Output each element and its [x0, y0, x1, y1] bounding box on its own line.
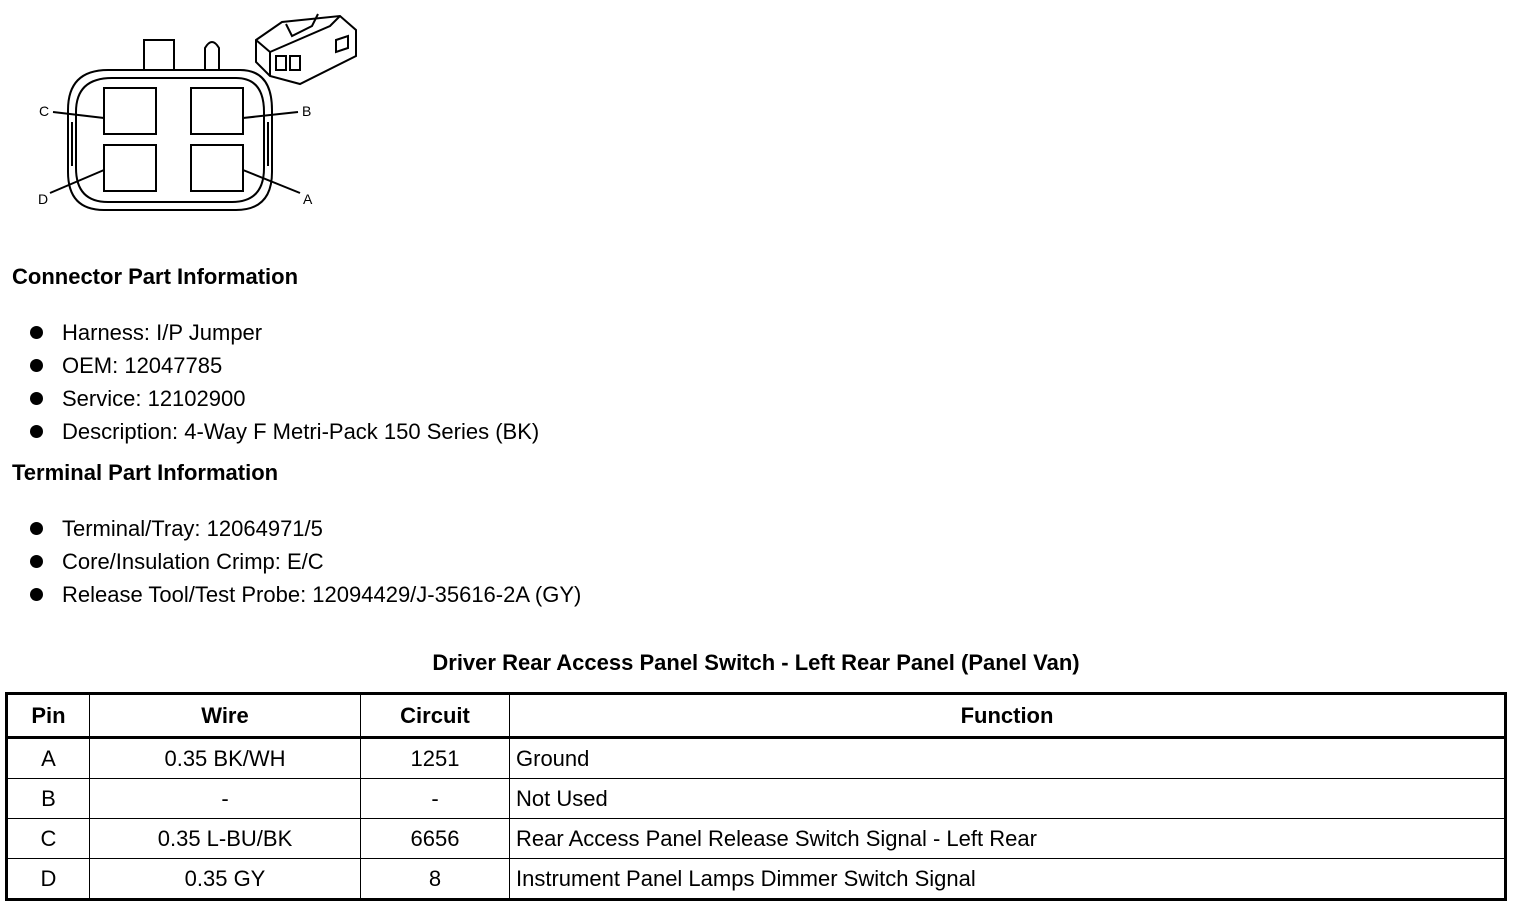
pinout-table: [5, 692, 1507, 901]
pin-label-d: D: [38, 191, 49, 207]
pin-label-c: C: [39, 103, 50, 119]
terminal-info-list: [0, 512, 581, 611]
cell-circuit: 8: [361, 859, 510, 900]
cell-wire: 0.35 GY: [90, 859, 361, 900]
list-item-text: Service: 12102900: [62, 386, 246, 411]
table-row: [7, 779, 1506, 819]
list-item-text: Harness: I/P Jumper: [62, 320, 263, 345]
cell-wire: -: [90, 779, 361, 819]
list-item: [0, 545, 581, 578]
list-item: [0, 349, 539, 382]
connector-info-list: [0, 316, 539, 448]
cell-function: Rear Access Panel Release Switch Signal - Left Rear: [510, 819, 1506, 859]
cell-pin: B: [7, 779, 90, 819]
column-header-circuit: Circuit: [361, 694, 510, 738]
cell-pin: C: [7, 819, 90, 859]
column-header-wire: Wire: [90, 694, 361, 738]
table-title: Driver Rear Access Panel Switch - Left Rear Panel (Panel Van): [432, 650, 1080, 675]
cell-circuit: -: [361, 779, 510, 819]
connector-info-heading: Connector Part Information: [12, 264, 299, 289]
list-item: [0, 382, 539, 415]
table-row: [7, 819, 1506, 859]
cell-wire: 0.35 L-BU/BK: [90, 819, 361, 859]
bullet-icon: [30, 555, 43, 568]
table-row: [7, 738, 1506, 779]
list-item-text: Core/Insulation Crimp: E/C: [62, 549, 324, 574]
list-item: [0, 512, 581, 545]
list-item: [0, 316, 539, 349]
pin-label-b: B: [302, 103, 312, 119]
cell-pin: D: [7, 859, 90, 900]
cell-pin: A: [7, 738, 90, 779]
cell-circuit: 1251: [361, 738, 510, 779]
bullet-icon: [30, 522, 43, 535]
bullet-icon: [30, 359, 43, 372]
bullet-icon: [30, 392, 43, 405]
list-item-text: Terminal/Tray: 12064971/5: [62, 516, 323, 541]
pin-label-a: A: [303, 191, 313, 207]
list-item-text: Release Tool/Test Probe: 12094429/J-35616-2A (GY): [62, 582, 582, 607]
cell-wire: 0.35 BK/WH: [90, 738, 361, 779]
list-item-text: OEM: 12047785: [62, 353, 223, 378]
terminal-info-heading: Terminal Part Information: [12, 460, 279, 485]
table-row: [7, 859, 1506, 900]
bullet-icon: [30, 588, 43, 601]
cell-function: Not Used: [510, 779, 1506, 819]
bullet-icon: [30, 425, 43, 438]
list-item: [0, 578, 581, 611]
cell-function: Instrument Panel Lamps Dimmer Switch Signal: [510, 859, 1506, 900]
list-item-text: Description: 4-Way F Metri-Pack 150 Series (BK): [62, 419, 540, 444]
list-item: [0, 415, 539, 448]
column-header-function: Function: [510, 694, 1506, 738]
cell-function: Ground: [510, 738, 1506, 779]
connector-face-diagram: [0, 0, 380, 230]
table-header-row: [7, 694, 1506, 738]
cell-circuit: 6656: [361, 819, 510, 859]
column-header-pin: Pin: [7, 694, 90, 738]
bullet-icon: [30, 326, 43, 339]
